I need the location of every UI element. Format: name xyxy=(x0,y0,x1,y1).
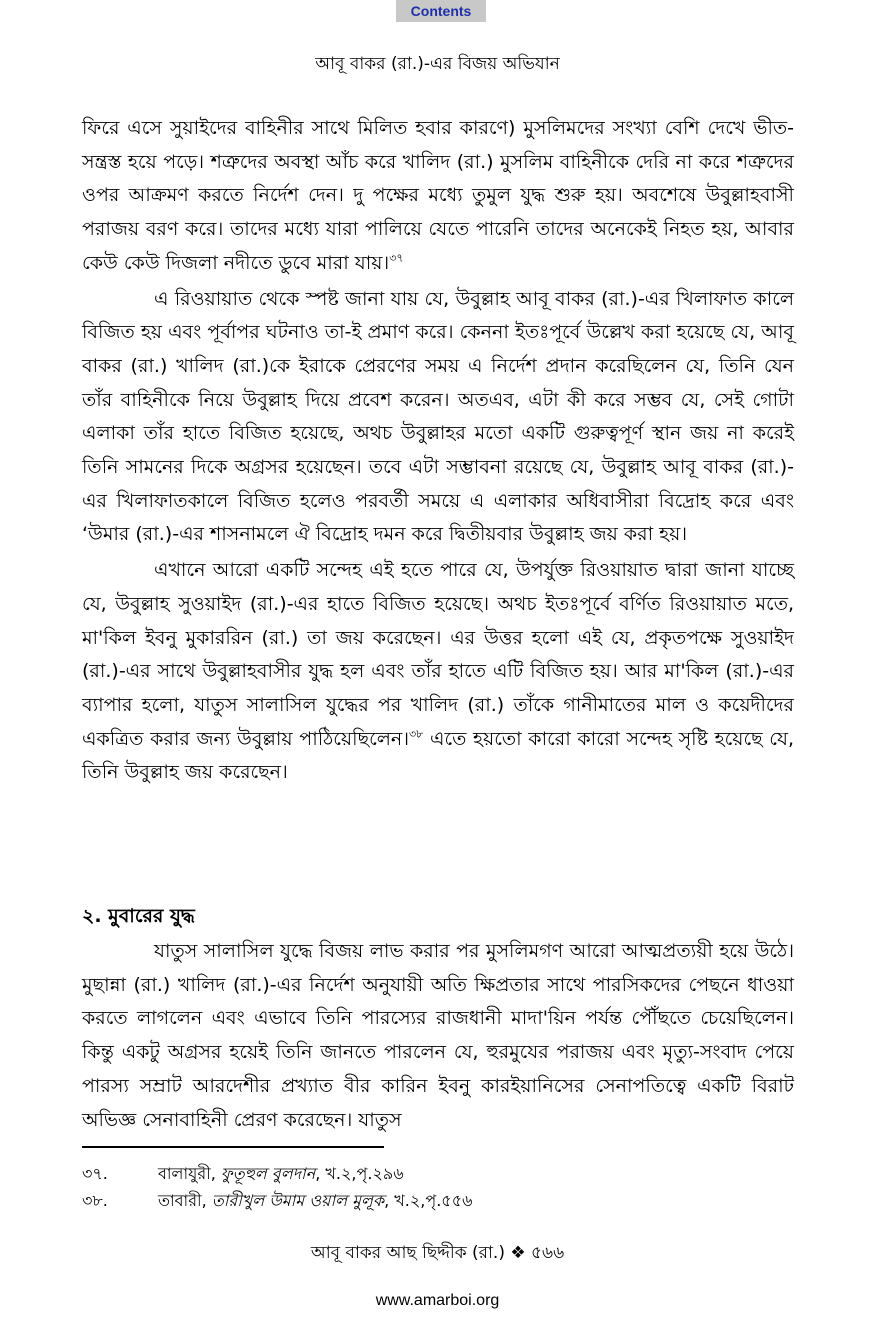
footnote-text xyxy=(158,1187,472,1214)
footnotes xyxy=(82,1160,794,1214)
footnote-text xyxy=(158,1160,404,1187)
page-number: ৫৬৬ xyxy=(531,1243,565,1263)
paragraph-text: এতে হয়তো কারো কারো সন্দেহ সৃষ্টি হয়েছে যে, তিনি উবুল্লাহ জয় করেছেন। xyxy=(82,727,794,784)
paragraph xyxy=(82,283,794,553)
footnote-title: ফুতূহুল বুলদান xyxy=(220,1164,316,1183)
contents-button[interactable]: Contents xyxy=(396,0,486,22)
ornament-icon: ❖ xyxy=(510,1243,526,1263)
footnote-ref-text: , খ.২,পৃ.৫৫৬ xyxy=(384,1191,473,1210)
page-footer xyxy=(0,1240,875,1266)
main-text xyxy=(82,112,794,792)
paragraph-text: এখানে আরো একটি সন্দেহ এই হতে পারে যে, উপর্যুক্ত রিওয়ায়াত দ্বারা জানা যাচ্ছে যে, উবুল্লাহ সুওয়াইদ (রা.)-এর হাতে বিজিত হয়েছে। অথচ ইতঃপূর্বে বর্ণিত রিওয়ায়াত মতে, মা'কিল ইবনু মুকাররিন (রা.) তা জয় করেছেন। এর উত্তর হলো এই যে, প্রকৃতপক্ষে সুওয়াইদ (রা.)-এর সাথে উবুল্লাহবাসীর যুদ্ধ হল এবং তাঁর হাতে এটি বিজিত হয়। আর মা'কিল (রা.)-এর ব্যাপার হলো, যাতুস সালাসিল যুদ্ধের পর খালিদ (রা.) তাঁকে গানীমাতের মাল ও কয়েদীদের একত্রিত করার জন্য উবুল্লায় পাঠিয়েছিলেন। xyxy=(82,559,794,750)
section-text xyxy=(82,935,794,1137)
footnote-item xyxy=(82,1160,794,1187)
footnote-ref-text: , খ.২,পৃ.২৯৬ xyxy=(315,1164,404,1183)
paragraph xyxy=(82,554,794,790)
footnote-divider xyxy=(82,1146,384,1148)
footnote-number: ৩৮. xyxy=(82,1191,108,1210)
footnote-author: বালাযুরী, xyxy=(158,1164,221,1183)
footnote-number: ৩৭. xyxy=(82,1164,108,1183)
running-title: আবূ বাকর (রা.)-এর বিজয় অভিযান xyxy=(315,54,560,74)
book-title: আবূ বাকর আছ ছিদ্দীক (রা.) xyxy=(310,1243,505,1263)
paragraph: যাতুস সালাসিল যুদ্ধে বিজয় লাভ করার পর মুসলিমগণ আরো আত্মপ্রত্যয়ী হয়ে উঠে। মুছান্না (রা.) খালিদ (রা.)-এর নির্দেশ অনুযায়ী অতি ক্ষিপ্রতার সাথে পারসিকদের পেছনে ধাওয়া করতে লাগলেন এবং এভাবে তিনি পারস্যের রাজধানী মাদা'য়িন পর্যন্ত পৌঁছতে চেয়েছিলেন। কিন্তু একটু অগ্রসর হয়েই তিনি জানতে পারলেন যে, হুরমুযের পরাজয় এবং মৃত্যু-সংবাদ পেয়ে পারস্য সম্রাট আরদেশীর প্রখ্যাত বীর কারিন ইবনু কারইয়ানিসের সেনাপতিত্বে একটি বিরাট অভিজ্ঞ সেনাবাহিনী প্রেরণ করেছেন। যাতুস xyxy=(82,940,794,1131)
section-heading: ২. মুবারের যুদ্ধ xyxy=(82,905,195,927)
paragraph xyxy=(82,112,794,281)
paragraph-text: ফিরে এসে সুয়াইদের বাহিনীর সাথে মিলিত হবার কারণে) মুসলিমদের সংখ্যা বেশি দেখে ভীত-সন্ত্রস্ত হয়ে পড়ে। শত্রুদের অবস্থা আঁচ করে খালিদ (রা.) মুসলিম বাহিনীকে দেরি না করে শত্রুদের ওপর আক্রমণ করতে নির্দেশ দেন। দু পক্ষের মধ্যে তুমুল যুদ্ধ শুরু হয়। অবশেষে উবুল্লাহবাসী পরাজয় বরণ করে। তাদের মধ্যে যারা পালিয়ে যেতে পারেনি তাদের অনেকেই নিহত হয়, আবার কেউ কেউ দিজলা নদীতে ডুবে মারা যায়। xyxy=(82,117,794,274)
footnote-ref[interactable]: ৩৮ xyxy=(409,727,424,741)
footnote-item xyxy=(82,1187,794,1214)
footnote-ref[interactable]: ৩৭ xyxy=(389,251,404,265)
paragraph-text: এ রিওয়ায়াত থেকে স্পষ্ট জানা যায় যে, উবুল্লাহ আবূ বাকর (রা.)-এর খিলাফাত কালে বিজিত হয় এবং পূর্বাপর ঘটনাও তা-ই প্রমাণ করে। কেননা ইতঃপূর্বে উল্লেখ করা হয়েছে যে, আবূ বাকর (রা.) খালিদ (রা.)কে ইরাকে প্রেরণের সময় এ নির্দেশ প্রদান করেছিলেন যে, তিনি যেন তাঁর বাহিনীকে নিয়ে উবুল্লাহ দিয়ে প্রবেশ করেন। অতএব, এটা কী করে সম্ভব যে, সেই গোটা এলাকা তাঁর হাতে বিজিত হয়েছে, অথচ উবুল্লাহর মতো একটি গুরুত্বপূর্ণ স্থান জয় না করেই তিনি সামনের দিকে অগ্রসর হয়েছেন। তবে এটা সম্ভাবনা রয়েছে যে, উবুল্লাহ আবূ বাকর (রা.)-এর খিলাফাতকালে বিজিত হলেও পরবর্তী সময়ে এ এলাকার অধিবাসীরা বিদ্রোহ করে এবং ‘উমার (রা.)-এর শাসনামলে ঐ বিদ্রোহ দমন করে দ্বিতীয়বার উবুল্লাহ জয় করা হয়। xyxy=(82,287,794,546)
footnote-author: তাবারী, xyxy=(158,1191,212,1210)
website-link[interactable]: www.amarboi.org xyxy=(375,1292,500,1309)
footnote-title: তারীখুল উমাম ওয়াল মুলূক xyxy=(211,1191,385,1210)
